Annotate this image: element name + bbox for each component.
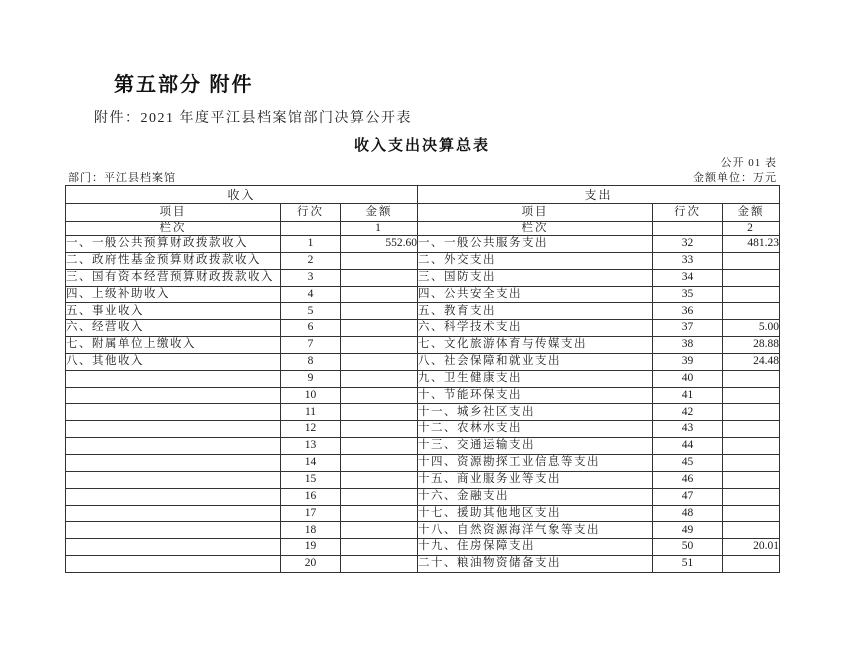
table-row <box>66 556 780 573</box>
income-amount-cell <box>341 556 418 573</box>
expense-item-cell: 十五、商业服务业等支出 <box>418 471 653 488</box>
income-item-cell <box>66 421 281 438</box>
income-amount-cell <box>341 320 418 337</box>
table-row <box>66 505 780 522</box>
expense-item-cell: 二、外交支出 <box>418 252 653 269</box>
income-rownum-cell: 1 <box>281 236 341 253</box>
expense-amount-cell <box>723 488 780 505</box>
income-rownum-cell: 14 <box>281 454 341 471</box>
table-row <box>66 303 780 320</box>
income-item-cell <box>66 370 281 387</box>
expense-item-cell: 七、文化旅游体育与传媒支出 <box>418 337 653 354</box>
income-rownum-cell: 19 <box>281 539 341 556</box>
expense-rownum-cell: 47 <box>653 488 723 505</box>
income-item-cell <box>66 404 281 421</box>
expense-item-cell: 四、公共安全支出 <box>418 286 653 303</box>
income-item-cell: 五、事业收入 <box>66 303 281 320</box>
expense-rownum-cell: 35 <box>653 286 723 303</box>
expense-rownum-cell: 46 <box>653 471 723 488</box>
section-header-row <box>66 186 780 204</box>
table-row <box>66 471 780 488</box>
expense-item-column-header: 项目 <box>418 204 653 222</box>
table-row <box>66 488 780 505</box>
income-rownum-column-header: 行次 <box>281 204 341 222</box>
expense-rownum-cell: 40 <box>653 370 723 387</box>
income-rownum-cell: 2 <box>281 252 341 269</box>
expense-amount-column-header: 金额 <box>723 204 780 222</box>
expense-amount-cell <box>723 303 780 320</box>
table-body <box>66 236 780 573</box>
income-amount-cell <box>341 438 418 455</box>
expense-item-cell: 十一、城乡社区支出 <box>418 404 653 421</box>
income-amount-cell <box>341 387 418 404</box>
table-row <box>66 252 780 269</box>
table-row <box>66 539 780 556</box>
table-row <box>66 421 780 438</box>
income-item-cell <box>66 438 281 455</box>
table-row <box>66 438 780 455</box>
department-label: 部门：平江县档案馆 <box>68 172 176 184</box>
expense-rownum-cell: 32 <box>653 236 723 253</box>
income-rownum-cell: 20 <box>281 556 341 573</box>
income-amount-cell: 552.60 <box>341 236 418 253</box>
expense-amount-cell <box>723 387 780 404</box>
expense-rownum-cell: 41 <box>653 387 723 404</box>
income-amount-cell <box>341 404 418 421</box>
expense-item-cell: 十、节能环保支出 <box>418 387 653 404</box>
expense-section-header: 支出 <box>418 186 780 204</box>
expense-item-cell: 十六、金融支出 <box>418 488 653 505</box>
income-item-cell <box>66 522 281 539</box>
table-row <box>66 370 780 387</box>
income-amount-cell <box>341 488 418 505</box>
income-item-cell <box>66 556 281 573</box>
income-rownum-cell: 9 <box>281 370 341 387</box>
table-row <box>66 404 780 421</box>
income-item-cell <box>66 539 281 556</box>
expense-amount-cell: 24.48 <box>723 353 780 370</box>
income-item-cell: 四、上级补助收入 <box>66 286 281 303</box>
expense-item-cell: 十四、资源勘探工业信息等支出 <box>418 454 653 471</box>
table-row <box>66 269 780 286</box>
expense-item-cell: 十九、住房保障支出 <box>418 539 653 556</box>
income-amount-cell <box>341 505 418 522</box>
expense-item-cell: 三、国防支出 <box>418 269 653 286</box>
income-amount-cell <box>341 471 418 488</box>
table-row <box>66 454 780 471</box>
unit-label: 金额单位：万元 <box>693 172 777 184</box>
income-lanci-label: 栏次 <box>66 222 281 236</box>
table-row <box>66 387 780 404</box>
expense-amount-cell: 28.88 <box>723 337 780 354</box>
income-amount-column-header: 金额 <box>341 204 418 222</box>
expense-amount-cell <box>723 556 780 573</box>
income-amount-cell <box>341 252 418 269</box>
income-rownum-cell: 4 <box>281 286 341 303</box>
table-row <box>66 353 780 370</box>
income-lanci-rownum-cell <box>281 222 341 236</box>
income-item-cell: 六、经营收入 <box>66 320 281 337</box>
income-item-cell: 一、一般公共预算财政拨款收入 <box>66 236 281 253</box>
income-item-cell <box>66 488 281 505</box>
income-amount-cell <box>341 522 418 539</box>
expense-rownum-cell: 34 <box>653 269 723 286</box>
income-item-cell <box>66 505 281 522</box>
income-amount-cell <box>341 303 418 320</box>
expense-item-cell: 九、卫生健康支出 <box>418 370 653 387</box>
income-column-index: 1 <box>341 222 418 236</box>
income-section-header: 收入 <box>66 186 418 204</box>
income-expense-summary-table <box>65 185 780 573</box>
expense-item-cell: 八、社会保障和就业支出 <box>418 353 653 370</box>
income-rownum-cell: 5 <box>281 303 341 320</box>
income-rownum-cell: 10 <box>281 387 341 404</box>
income-rownum-cell: 3 <box>281 269 341 286</box>
expense-lanci-label: 栏次 <box>418 222 653 236</box>
income-item-cell <box>66 387 281 404</box>
expense-rownum-column-header: 行次 <box>653 204 723 222</box>
income-item-cell <box>66 471 281 488</box>
income-item-cell: 七、附属单位上缴收入 <box>66 337 281 354</box>
expense-item-cell: 一、一般公共服务支出 <box>418 236 653 253</box>
expense-column-index: 2 <box>723 222 780 236</box>
expense-rownum-cell: 42 <box>653 404 723 421</box>
income-rownum-cell: 17 <box>281 505 341 522</box>
income-amount-cell <box>341 539 418 556</box>
income-rownum-cell: 16 <box>281 488 341 505</box>
income-item-column-header: 项目 <box>66 204 281 222</box>
table-row <box>66 320 780 337</box>
attachment-line: 附件：2021 年度平江县档案馆部门决算公开表 <box>94 111 412 126</box>
expense-rownum-cell: 50 <box>653 539 723 556</box>
column-index-row <box>66 222 780 236</box>
income-amount-cell <box>341 353 418 370</box>
table-row <box>66 337 780 354</box>
expense-rownum-cell: 51 <box>653 556 723 573</box>
expense-item-cell: 十二、农林水支出 <box>418 421 653 438</box>
expense-item-cell: 二十、粮油物资储备支出 <box>418 556 653 573</box>
table-code-label: 公开 01 表 <box>720 157 777 169</box>
expense-rownum-cell: 45 <box>653 454 723 471</box>
income-rownum-cell: 6 <box>281 320 341 337</box>
expense-rownum-cell: 38 <box>653 337 723 354</box>
expense-item-cell: 十八、自然资源海洋气象等支出 <box>418 522 653 539</box>
expense-lanci-rownum-cell <box>653 222 723 236</box>
table-row <box>66 522 780 539</box>
income-rownum-cell: 18 <box>281 522 341 539</box>
expense-rownum-cell: 37 <box>653 320 723 337</box>
expense-item-cell: 六、科学技术支出 <box>418 320 653 337</box>
expense-rownum-cell: 44 <box>653 438 723 455</box>
expense-amount-cell: 5.00 <box>723 320 780 337</box>
income-amount-cell <box>341 454 418 471</box>
income-amount-cell <box>341 370 418 387</box>
income-item-cell: 八、其他收入 <box>66 353 281 370</box>
income-item-cell <box>66 454 281 471</box>
expense-amount-cell <box>723 404 780 421</box>
expense-rownum-cell: 39 <box>653 353 723 370</box>
expense-amount-cell <box>723 286 780 303</box>
table-meta-row <box>65 169 777 185</box>
expense-rownum-cell: 49 <box>653 522 723 539</box>
income-rownum-cell: 12 <box>281 421 341 438</box>
expense-amount-cell <box>723 252 780 269</box>
expense-amount-cell <box>723 269 780 286</box>
expense-item-cell: 五、教育支出 <box>418 303 653 320</box>
income-item-cell: 二、政府性基金预算财政拨款收入 <box>66 252 281 269</box>
table-row <box>66 286 780 303</box>
table-row <box>66 236 780 253</box>
table-title: 收入支出决算总表 <box>353 138 490 154</box>
income-rownum-cell: 15 <box>281 471 341 488</box>
income-rownum-cell: 7 <box>281 337 341 354</box>
expense-amount-cell <box>723 522 780 539</box>
expense-amount-cell <box>723 505 780 522</box>
expense-rownum-cell: 33 <box>653 252 723 269</box>
income-amount-cell <box>341 286 418 303</box>
expense-rownum-cell: 43 <box>653 421 723 438</box>
expense-amount-cell <box>723 471 780 488</box>
expense-amount-cell <box>723 454 780 471</box>
section-title: 第五部分 附件 <box>114 74 254 96</box>
income-item-cell: 三、国有资本经营预算财政拨款收入 <box>66 269 281 286</box>
income-amount-cell <box>341 269 418 286</box>
expense-amount-cell <box>723 438 780 455</box>
expense-rownum-cell: 36 <box>653 303 723 320</box>
expense-amount-cell: 481.23 <box>723 236 780 253</box>
income-amount-cell <box>341 421 418 438</box>
income-rownum-cell: 11 <box>281 404 341 421</box>
income-rownum-cell: 13 <box>281 438 341 455</box>
income-rownum-cell: 8 <box>281 353 341 370</box>
expense-amount-cell <box>723 421 780 438</box>
income-amount-cell <box>341 337 418 354</box>
column-header-row <box>66 204 780 222</box>
expense-rownum-cell: 48 <box>653 505 723 522</box>
expense-amount-cell: 20.01 <box>723 539 780 556</box>
expense-item-cell: 十七、援助其他地区支出 <box>418 505 653 522</box>
expense-amount-cell <box>723 370 780 387</box>
expense-item-cell: 十三、交通运输支出 <box>418 438 653 455</box>
